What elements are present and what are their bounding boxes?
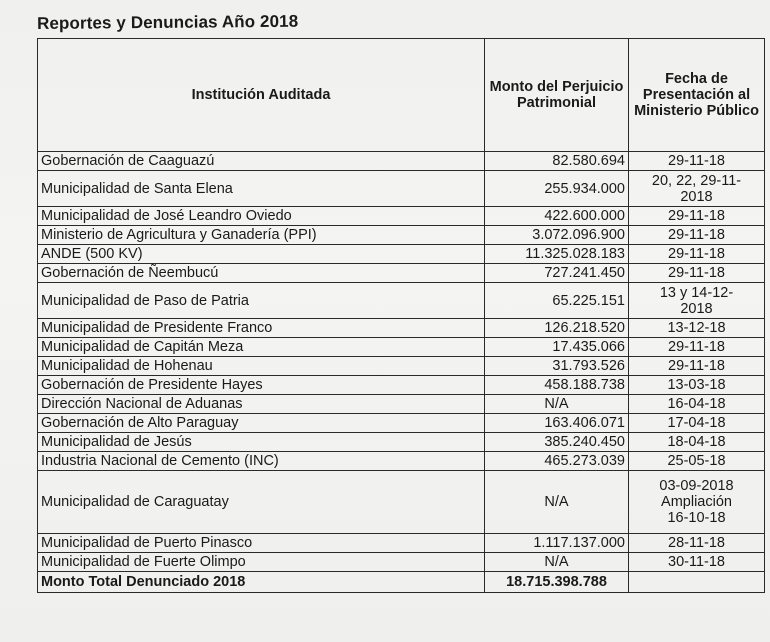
cell-monto: N/A: [485, 395, 629, 414]
table-row: [38, 395, 765, 414]
table-row: [38, 152, 765, 171]
total-monto: 18.715.398.788: [485, 572, 629, 593]
cell-fecha: 29-11-18: [629, 357, 765, 376]
table-row: [38, 376, 765, 395]
header-monto: Monto del Perjuicio Patrimonial: [485, 39, 629, 152]
cell-fecha: 28-11-18: [629, 534, 765, 553]
table-row: [38, 534, 765, 553]
table-row: [38, 433, 765, 452]
cell-monto: 17.435.066: [485, 338, 629, 357]
table-row: [38, 226, 765, 245]
table-body: [38, 152, 765, 593]
cell-fecha: 03-09-2018 Ampliación 16-10-18: [629, 471, 765, 534]
table-row: [38, 357, 765, 376]
cell-institucion: Municipalidad de José Leandro Oviedo: [38, 207, 485, 226]
total-row: [38, 572, 765, 593]
cell-institucion: Municipalidad de Puerto Pinasco: [38, 534, 485, 553]
cell-fecha: 29-11-18: [629, 207, 765, 226]
cell-institucion: Municipalidad de Presidente Franco: [38, 319, 485, 338]
cell-monto: 31.793.526: [485, 357, 629, 376]
cell-institucion: Ministerio de Agricultura y Ganadería (PPI): [38, 226, 485, 245]
cell-fecha: 13-03-18: [629, 376, 765, 395]
table-row: [38, 171, 765, 207]
cell-monto: 255.934.000: [485, 171, 629, 207]
cell-institucion: Municipalidad de Capitán Meza: [38, 338, 485, 357]
cell-monto: 727.241.450: [485, 264, 629, 283]
cell-monto: 163.406.071: [485, 414, 629, 433]
cell-fecha: 29-11-18: [629, 226, 765, 245]
header-institucion: Institución Auditada: [38, 39, 485, 152]
cell-monto: 1.117.137.000: [485, 534, 629, 553]
table-header-row: [38, 39, 765, 152]
table-row: [38, 283, 765, 319]
cell-monto: 11.325.028.183: [485, 245, 629, 264]
table-row: [38, 264, 765, 283]
cell-monto: 458.188.738: [485, 376, 629, 395]
cell-institucion: Gobernación de Presidente Hayes: [38, 376, 485, 395]
table-row: [38, 452, 765, 471]
cell-fecha: 29-11-18: [629, 264, 765, 283]
cell-monto: 385.240.450: [485, 433, 629, 452]
cell-fecha: 16-04-18: [629, 395, 765, 414]
table-row: [38, 553, 765, 572]
total-label: Monto Total Denunciado 2018: [38, 572, 485, 593]
cell-monto: 126.218.520: [485, 319, 629, 338]
table-row: [38, 207, 765, 226]
table-row: [38, 245, 765, 264]
report-table: [37, 38, 765, 593]
cell-monto: 422.600.000: [485, 207, 629, 226]
cell-fecha: 13 y 14-12- 2018: [629, 283, 765, 319]
cell-fecha: 18-04-18: [629, 433, 765, 452]
cell-institucion: Municipalidad de Hohenau: [38, 357, 485, 376]
cell-institucion: Gobernación de Caaguazú: [38, 152, 485, 171]
cell-institucion: Gobernación de Ñeembucú: [38, 264, 485, 283]
cell-monto: 3.072.096.900: [485, 226, 629, 245]
cell-fecha: 29-11-18: [629, 152, 765, 171]
cell-institucion: Municipalidad de Santa Elena: [38, 171, 485, 207]
cell-institucion: Municipalidad de Fuerte Olimpo: [38, 553, 485, 572]
table-row: [38, 414, 765, 433]
cell-institucion: Municipalidad de Paso de Patria: [38, 283, 485, 319]
cell-institucion: Municipalidad de Jesús: [38, 433, 485, 452]
total-fecha: [629, 572, 765, 593]
cell-institucion: Gobernación de Alto Paraguay: [38, 414, 485, 433]
header-fecha: Fecha de Presentación al Ministerio Público: [629, 39, 765, 152]
cell-monto: N/A: [485, 471, 629, 534]
cell-fecha: 17-04-18: [629, 414, 765, 433]
cell-fecha: 20, 22, 29-11- 2018: [629, 171, 765, 207]
cell-fecha: 29-11-18: [629, 245, 765, 264]
cell-monto: 65.225.151: [485, 283, 629, 319]
table-row: [38, 338, 765, 357]
table-row: [38, 319, 765, 338]
table-row: [38, 471, 765, 534]
cell-monto: N/A: [485, 553, 629, 572]
cell-fecha: 13-12-18: [629, 319, 765, 338]
cell-fecha: 29-11-18: [629, 338, 765, 357]
cell-monto: 82.580.694: [485, 152, 629, 171]
document-title: Reportes y Denuncias Año 2018: [37, 11, 299, 33]
cell-fecha: 25-05-18: [629, 452, 765, 471]
cell-institucion: Industria Nacional de Cemento (INC): [38, 452, 485, 471]
cell-fecha: 30-11-18: [629, 553, 765, 572]
cell-institucion: ANDE (500 KV): [38, 245, 485, 264]
cell-institucion: Municipalidad de Caraguatay: [38, 471, 485, 534]
cell-institucion: Dirección Nacional de Aduanas: [38, 395, 485, 414]
cell-monto: 465.273.039: [485, 452, 629, 471]
